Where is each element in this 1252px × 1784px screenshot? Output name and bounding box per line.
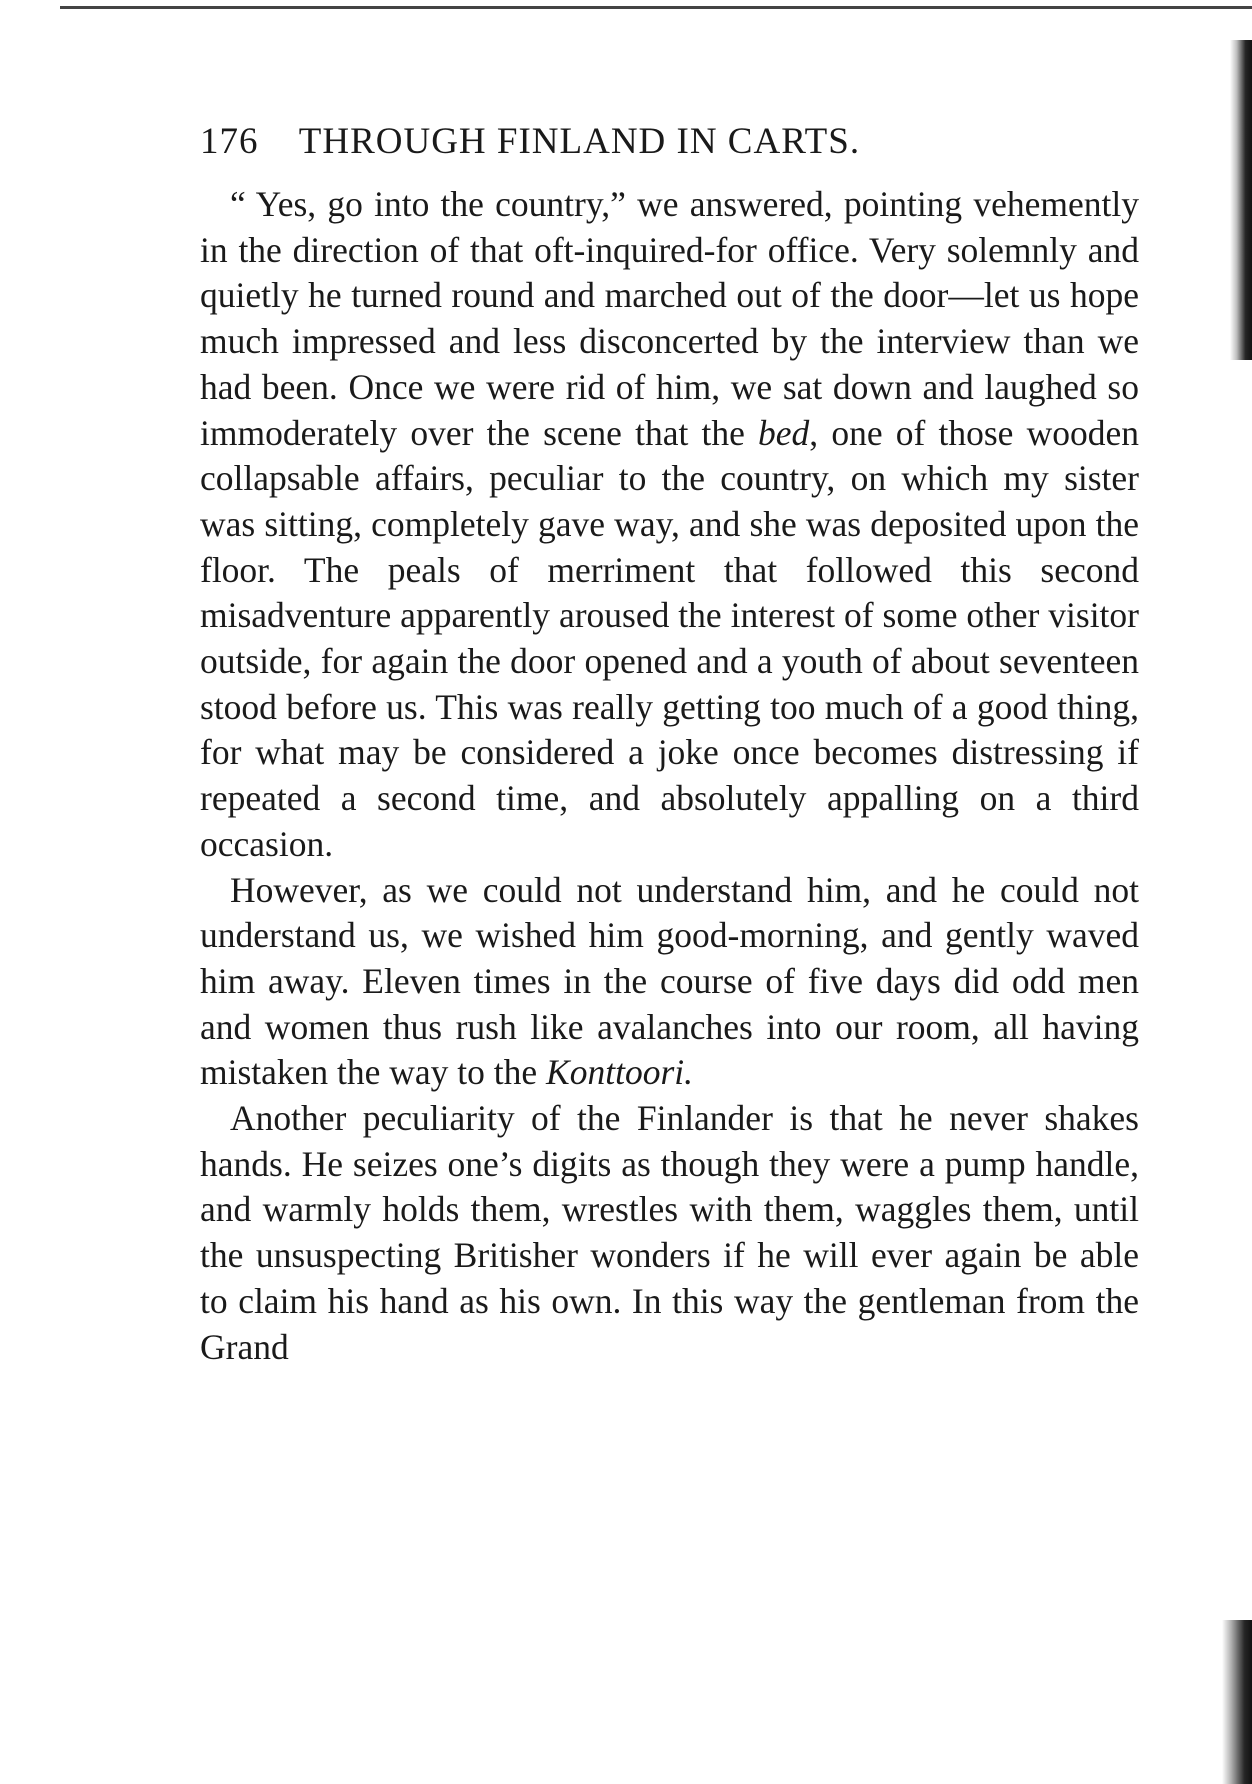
paragraph-1-italic-bed: bed	[758, 412, 810, 453]
running-title: THROUGH FINLAND IN CARTS.	[298, 121, 861, 162]
paragraph-3	[200, 1096, 1139, 1370]
scan-edge-shadow-top	[1230, 40, 1252, 360]
paragraph-2-text-a: However, as we could not understand him, and he could not understand us, we wished him good-morning, and gently waved him away. Eleven times in the course of five days did odd men and women thus rush like avalanches into our room, all having mistaken the way to the	[200, 869, 1139, 1093]
page-top-edge	[60, 6, 1252, 9]
paragraph-1	[200, 182, 1139, 868]
scan-edge-shadow-bottom	[1222, 1620, 1252, 1784]
paragraph-1-text-b: , one of those wooden collapsable affairs, peculiar to the country, on which my sister was sitting, completely gave way, and she was deposited upon the floor. The peals of merriment that followed this second misadventure apparently aroused the interest of some other visitor outside, for again the door opened and a youth of about seventeen stood before us. This was really getting too much of a good thing, for what may be considered a joke once becomes distressing if repeated a second time, and absolutely appalling on a third occasion.	[200, 412, 1139, 864]
body-text	[200, 182, 1139, 1370]
paragraph-1-text-a: “ Yes, go into the country,” we answered, pointing vehemently in the direction of that oft-inquired-for office. Very solemnly and quietly he turned round and marched out of the door—let us hope much impressed and less disconcerted by the interview than we had been. Once we were rid of him, we sat down and laughed so immoderately over the scene that the	[200, 184, 1139, 453]
paragraph-2	[200, 868, 1139, 1097]
page-header	[200, 120, 1100, 180]
page-number: 176	[200, 121, 259, 162]
paragraph-3-text-a: Another peculiarity of the Finlander is that he never shakes hands. He seizes one’s digits as though they were a pump handle, and warmly holds them, wrestles with them, waggles them, until the unsuspecting Britisher wonders if he will ever again be able to claim his hand as his own. In this way the gentleman from the Grand	[200, 1098, 1139, 1367]
paragraph-2-italic-konttoori: Konttoori.	[546, 1052, 694, 1093]
